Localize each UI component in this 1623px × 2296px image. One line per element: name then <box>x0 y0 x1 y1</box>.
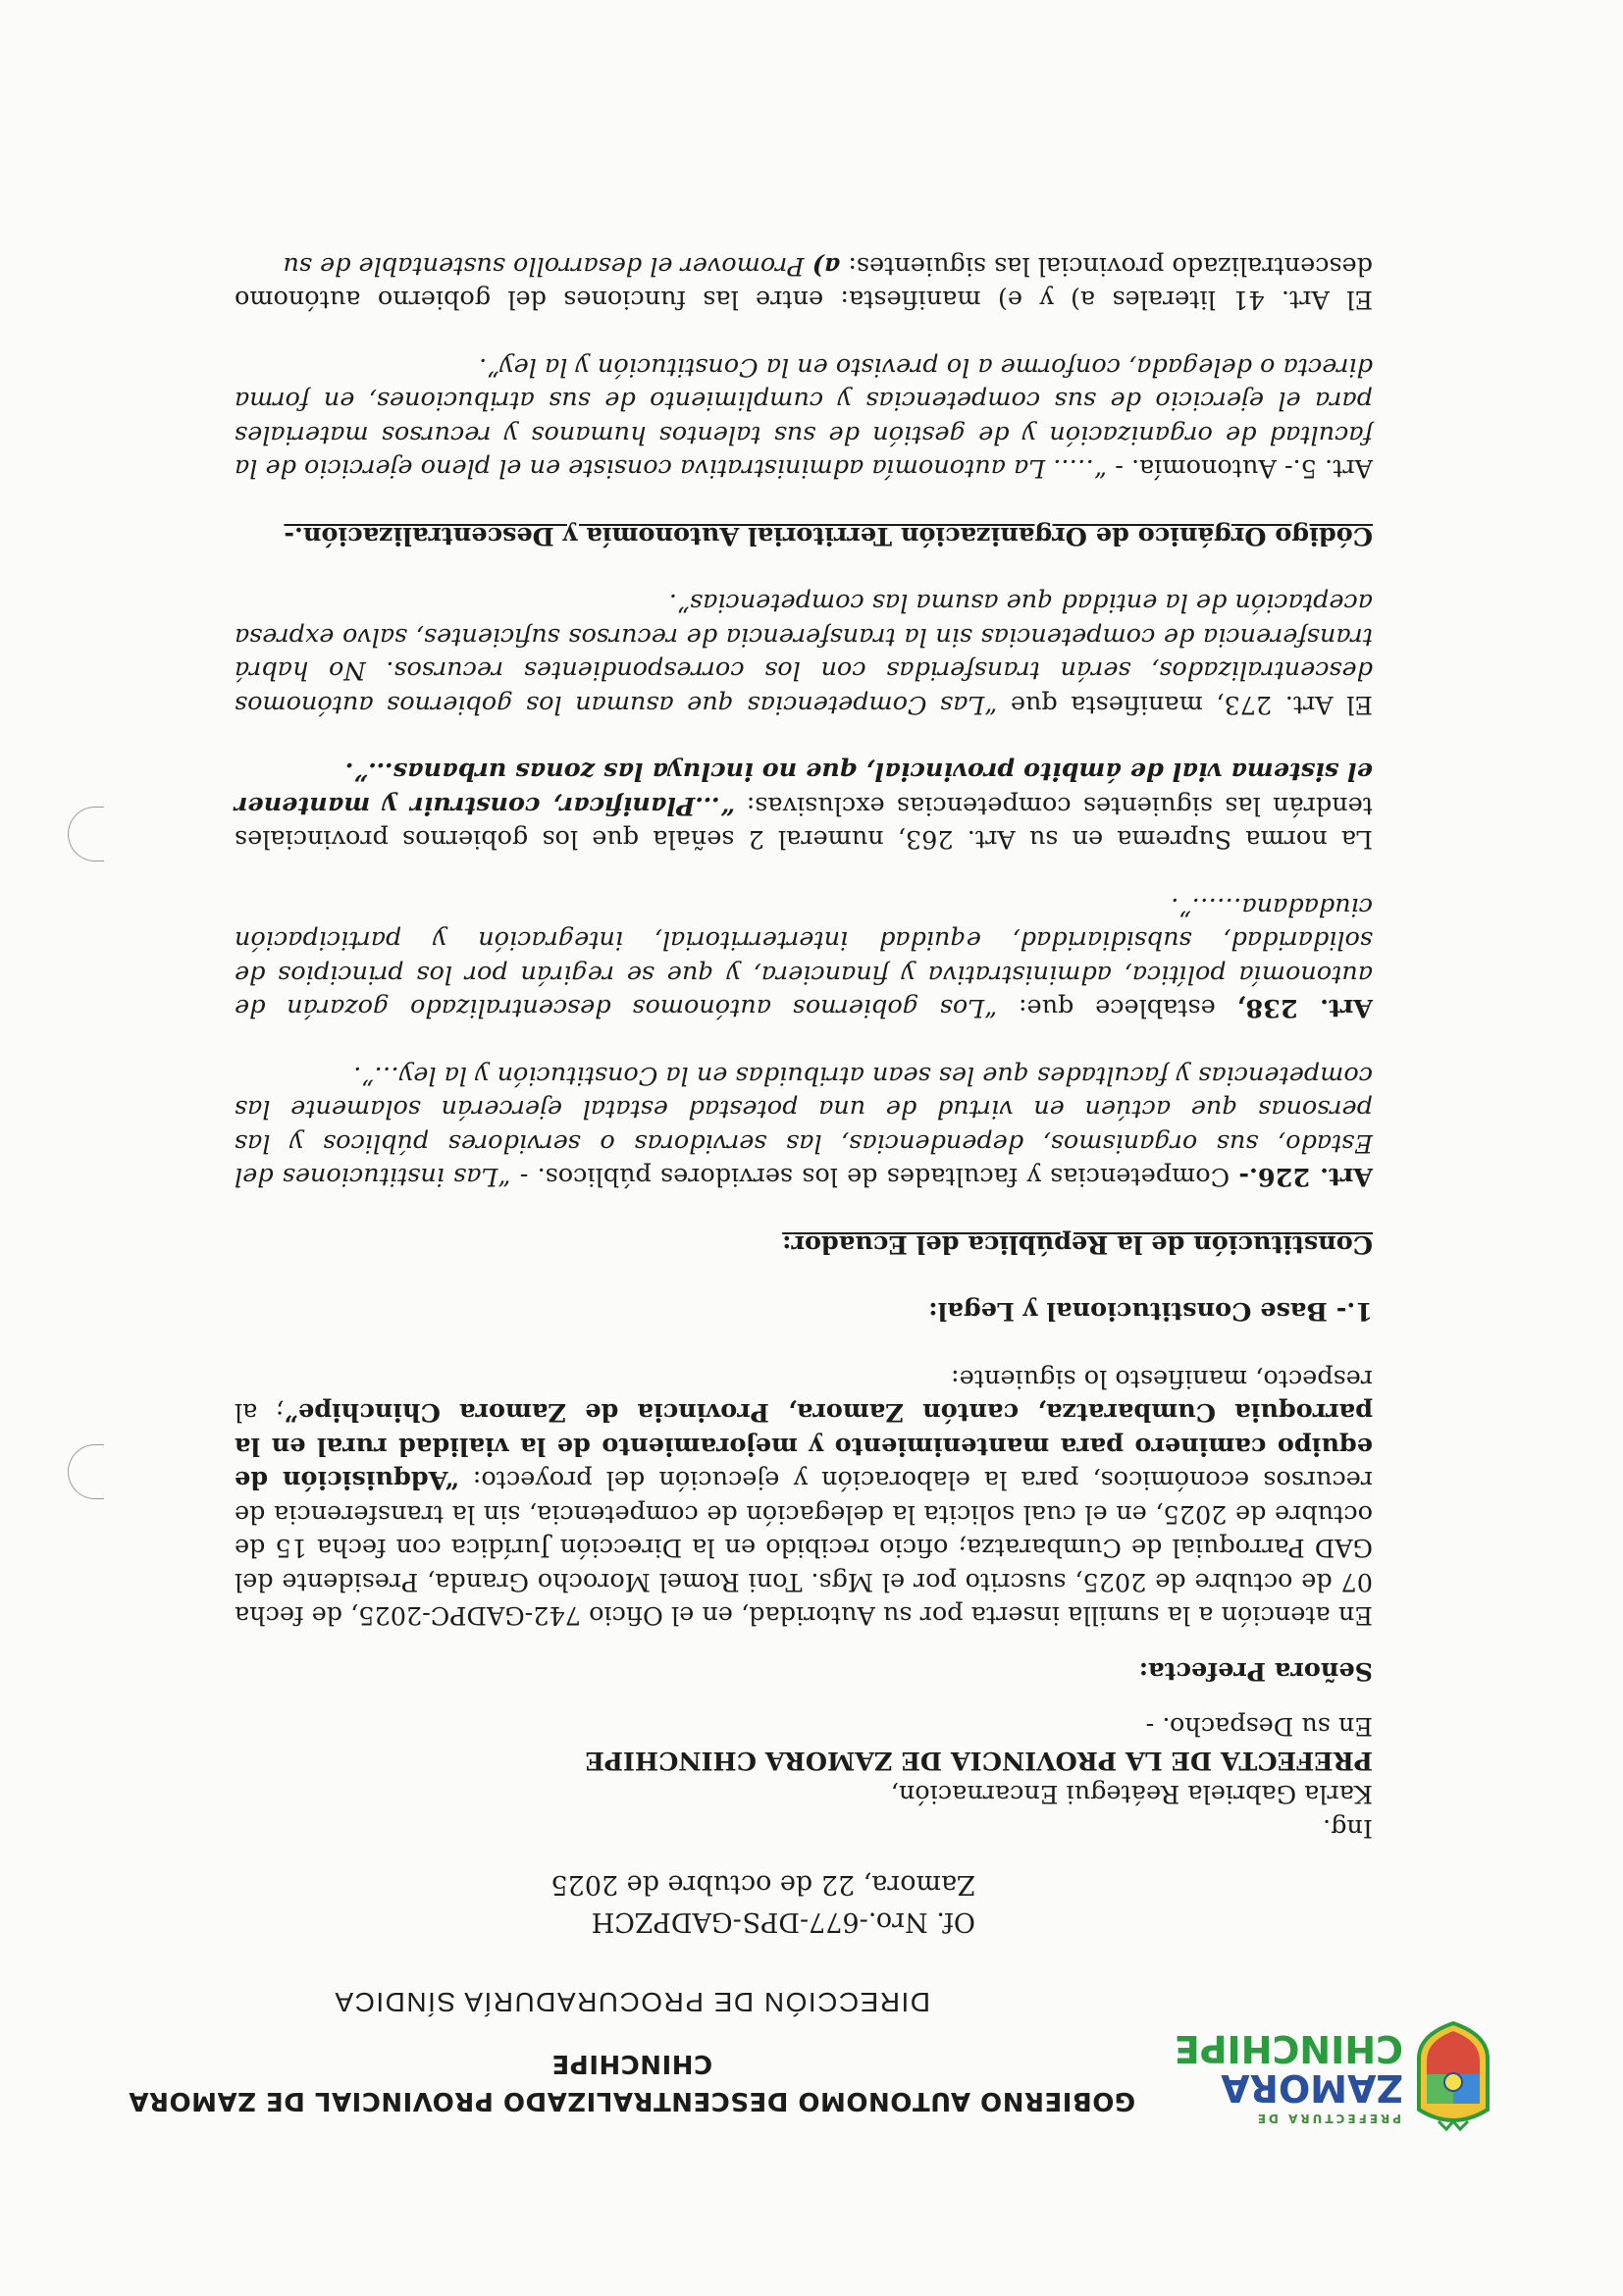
art-41-literal-a: a) <box>812 251 841 281</box>
office-number: Of. Nro.-677-DPS-GADPZCH <box>591 1906 975 1937</box>
art-226-quote: “Las instituciones del Estado, sus organismos, dependencias, las servidoras o servidores públicos y las personas que actúen en virtud de una potestad estatal ejercerán solamente las competencias y facultades que les sean atribuidas en la Constitución y la ley…”. <box>234 1061 1373 1192</box>
constitution-heading: Constitución de la República del Ecuador: <box>782 1229 1373 1259</box>
punch-hole-mark <box>68 1444 104 1499</box>
art-41-plain: El Art. 41 literales a) y e) manifiesta: entre las funciones del gobierno autónomo descentralizado provincial las siguientes: <box>235 251 1373 315</box>
art-5-paragraph <box>235 350 1373 486</box>
logo-chinchipe-text: CHINCHIPE <box>1174 2027 1403 2070</box>
art-238-paragraph <box>235 890 1373 1025</box>
art-226-plain: Competencias y facultades de los servidores públicos. - <box>510 1162 1239 1192</box>
intro-part1: En atención a la sumilla inserta por su Autoridad, en el Oficio 742-GADPC-2025, de fecha 07 de octubre de 2025, suscrito por el Mgs. Toni Romel Morocho Granda, Presidente del GAD Parroquial de Cumbaratza; oficio recibido en la Dirección Jurídica con fecha 15 de octubre de 2025, en el cual solicita la delegación de competencia, sin la transferencia de recursos económicos, para la elaboración y ejecución del proyecto: <box>235 1465 1373 1631</box>
art-238-quote: “Los gobiernos autónomos descentralizado gozarán de autonomía política, administrativa y financiera, y que se regirán por los principios de solidaridad, subsidiaridad, equidad interterritorial, integración y participación ciudadana……”. <box>235 892 1373 1023</box>
salutation: Señora Prefecta: <box>1138 1656 1373 1686</box>
art-41-quote: Promover el desarrollo sustentable de su <box>283 251 812 281</box>
letter-date: Zamora, 22 de octubre de 2025 <box>550 1869 975 1900</box>
art-5-plain: Art. 5.- Autonomía. - <box>1107 453 1373 484</box>
logo-small-text: PREFECTURA DE <box>1254 2112 1401 2125</box>
art-41-paragraph <box>235 249 1373 317</box>
art-273-paragraph <box>235 586 1373 721</box>
art-273-quote: “Las Competencias que asuman los gobiernos autónomos descentralizados, serán transferidas con los correspondientes recursos. No habrá transferencia de competencias sin la transferencia de recursos suficientes, salvo expresa aceptación de la entidad que asuma las competencias”. <box>235 588 1373 719</box>
art-263-paragraph <box>235 755 1373 857</box>
provincial-crest-icon <box>1409 2019 1497 2133</box>
intro-part2: ; al respecto, manifiesto lo siguiente: <box>235 1364 1373 1428</box>
art-273-plain: El Art. 273, manifiesta que <box>997 690 1373 719</box>
art-238-label: Art. 238, <box>1236 993 1373 1023</box>
art-5-quote: “….. La autonomía administrativa consiste en el pleno ejercicio de la facultad de organización y de gestión de sus talentos humanos y recursos materiales para el ejercicio de sus competencias y cumplimiento de sus atribuciones, en forma directa o delegada, conforme a lo previsto en la Constitución y la ley”. <box>235 352 1373 484</box>
recipient-office: En su Despacho. - <box>1145 1711 1373 1742</box>
intro-paragraph <box>235 1362 1373 1633</box>
prefectura-logo <box>1174 1976 1497 2133</box>
letter-body <box>235 249 1373 1846</box>
art-263-plain: La norma Suprema en su Art. 263, numeral 2 señala que los gobiernos provinciales tendrán las siguientes competencias exclusivas: <box>235 791 1373 855</box>
letterhead <box>0 1972 1623 2296</box>
recipient-name: Karla Gabriela Reátegui Encarnación, <box>890 1779 1373 1809</box>
intro-project-title: “Adquisición de equipo caminero para mantenimiento y mejoramiento de la vialidad rural en la parroquia Cumbaratza, cantón Zamora, Provincia de Zamora Chinchipe” <box>235 1397 1373 1495</box>
art-238-plain: establece que: <box>997 993 1237 1023</box>
logo-zamora-text: ZAMORA <box>1221 2066 1403 2110</box>
cootad-heading: Código Orgánico de Organización Territorial Autonomía y Descentralización.- <box>284 521 1373 550</box>
department-name: DIRECCIÓN DE PROCURADURÍA SÍNDICA <box>334 1987 931 2017</box>
recipient-title: Ing. <box>1323 1813 1373 1843</box>
art-263-quote: “…Planificar, construir y mantener el sistema vial de ámbito provincial, que no incluya las zonas urbanas…”. <box>234 757 1373 820</box>
art-226-label: Art. 226.- <box>1238 1162 1373 1192</box>
institution-name: GOBIERNO AUTONOMO DESCENTRALIZADO PROVINCIAL DE ZAMORA CHINCHIPE <box>128 2049 1136 2115</box>
art-226-paragraph <box>235 1059 1373 1194</box>
section-1-title: 1.- Base Constitucional y Legal: <box>928 1296 1373 1327</box>
recipient-block <box>235 1709 1373 1845</box>
recipient-position: PREFECTA DE LA PROVINCIA DE ZAMORA CHINCHIPE <box>585 1746 1373 1775</box>
punch-hole-mark <box>68 807 104 861</box>
